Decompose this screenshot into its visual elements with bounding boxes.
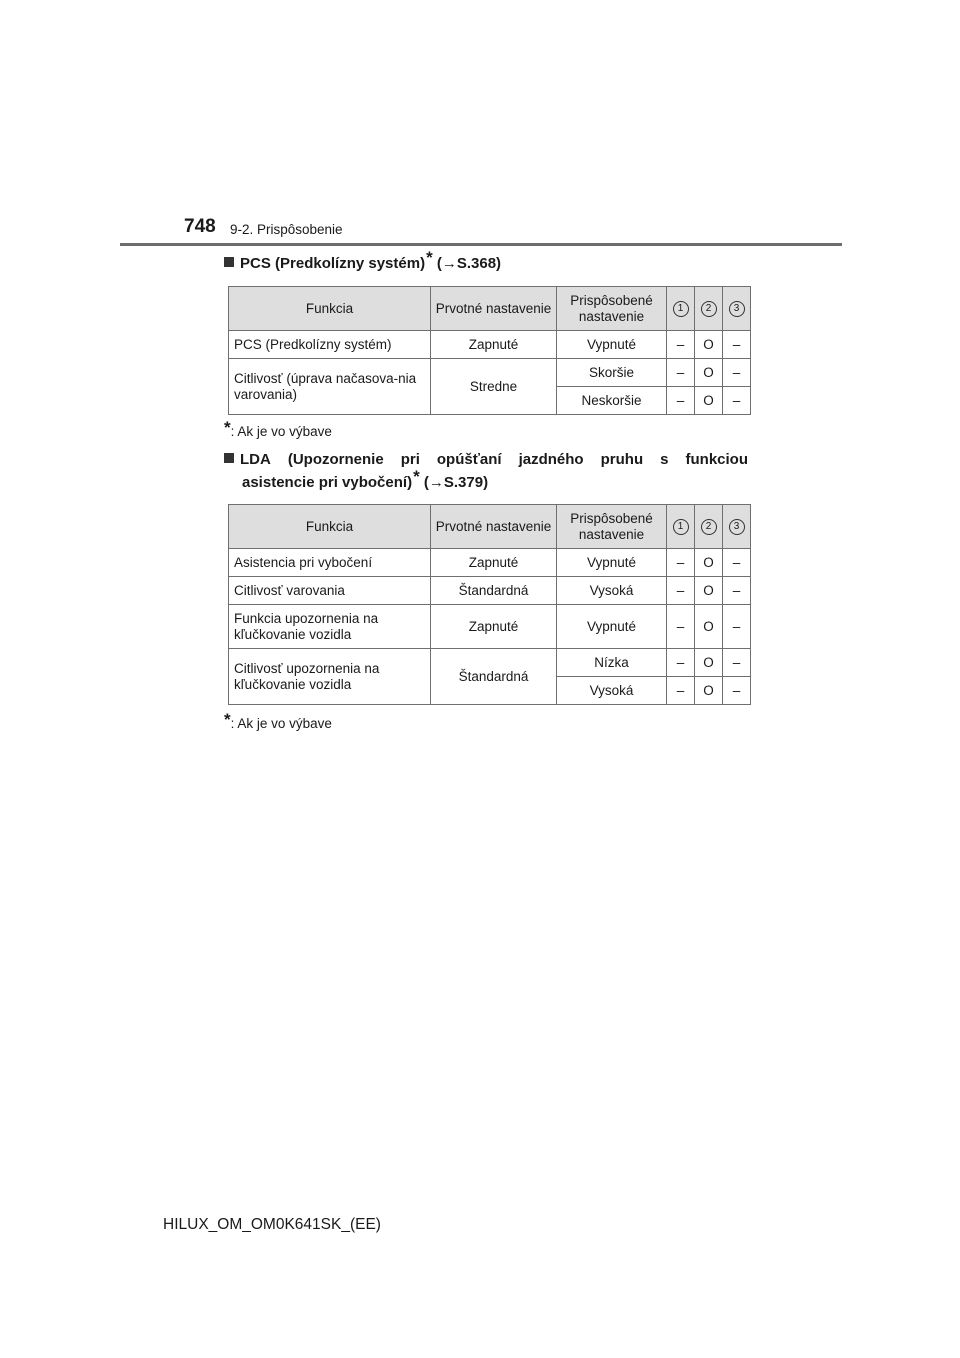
lda-heading-line1	[224, 449, 748, 471]
document-code: HILUX_OM_OM0K641SK_(EE)	[163, 1216, 381, 1233]
cell-prvotne: Štandardná	[431, 577, 557, 605]
asterisk-icon: *	[224, 418, 231, 437]
cell-col3: –	[723, 549, 751, 577]
cell-col3: –	[723, 605, 751, 649]
cell-col2: O	[695, 605, 723, 649]
cell-col2: O	[695, 677, 723, 705]
cell-prvotne: Zapnuté	[431, 331, 557, 359]
cell-funkcia: Citlivosť (úprava načasova-nia varovania)	[229, 359, 431, 415]
cell-col3: –	[723, 359, 751, 387]
table-row	[229, 649, 751, 677]
cell-prisposobene: Neskoršie	[557, 387, 667, 415]
column-header: Prvotné nastavenie	[431, 505, 557, 549]
cell-prisposobene: Nízka	[557, 649, 667, 677]
cell-funkcia: Funkcia upozornenia na kľučkovanie vozidla	[229, 605, 431, 649]
cell-col1: –	[667, 649, 695, 677]
section-title: 9-2. Prispôsobenie	[230, 222, 343, 237]
cell-prisposobene: Skoršie	[557, 359, 667, 387]
column-header	[723, 505, 751, 549]
table-row	[229, 331, 751, 359]
pcs-heading-text: PCS (Predkolízny systém)	[240, 255, 426, 272]
cell-col1: –	[667, 359, 695, 387]
circled-number: 1	[673, 519, 689, 535]
cell-col1: –	[667, 549, 695, 577]
cell-col3: –	[723, 649, 751, 677]
cell-col3: –	[723, 577, 751, 605]
cell-col2: O	[695, 359, 723, 387]
column-header	[667, 505, 695, 549]
asterisk-icon: *	[426, 248, 433, 267]
table-row	[229, 577, 751, 605]
cell-prvotne: Štandardná	[431, 649, 557, 705]
cell-col3: –	[723, 677, 751, 705]
heading-word: s	[660, 451, 669, 468]
heading-word: funkciou	[685, 451, 748, 468]
cell-prisposobene: Vysoká	[557, 677, 667, 705]
asterisk-icon: *	[224, 710, 231, 729]
cell-funkcia: Asistencia pri vybočení	[229, 549, 431, 577]
lda-heading	[224, 449, 748, 494]
table-row	[229, 605, 751, 649]
cell-col3: –	[723, 387, 751, 415]
cell-prvotne: Stredne	[431, 359, 557, 415]
circled-number: 1	[673, 301, 689, 317]
table-header-row	[229, 287, 751, 331]
column-header: Funkcia	[229, 505, 431, 549]
cell-col1: –	[667, 331, 695, 359]
cell-funkcia: Citlivosť varovania	[229, 577, 431, 605]
cell-col2: O	[695, 549, 723, 577]
cell-col2: O	[695, 331, 723, 359]
table-row	[229, 549, 751, 577]
cell-col1: –	[667, 387, 695, 415]
bullet-square-icon	[224, 453, 234, 463]
table-header-row	[229, 505, 751, 549]
column-header: Prispôsobené nastavenie	[557, 505, 667, 549]
page-number: 748	[184, 216, 216, 237]
cell-prvotne: Zapnuté	[431, 605, 557, 649]
cell-col3: –	[723, 331, 751, 359]
cell-col1: –	[667, 605, 695, 649]
asterisk-icon: *	[413, 467, 420, 486]
cell-col2: O	[695, 577, 723, 605]
lda-table	[228, 504, 751, 705]
lda-footnote	[224, 710, 332, 733]
lda-heading-text: asistencie pri vybočení)	[242, 474, 413, 491]
pcs-ref-link[interactable]: (→S.368)	[436, 255, 502, 272]
column-header	[695, 287, 723, 331]
cell-col2: O	[695, 649, 723, 677]
cell-col2: O	[695, 387, 723, 415]
cell-col1: –	[667, 577, 695, 605]
heading-word: pri	[400, 451, 420, 468]
header-rule	[120, 243, 842, 246]
footnote-text: : Ak je vo výbave	[230, 716, 332, 731]
cell-col1: –	[667, 677, 695, 705]
heading-word: pruhu	[600, 451, 644, 468]
pcs-heading	[224, 248, 502, 275]
cell-prvotne: Zapnuté	[431, 549, 557, 577]
bullet-square-icon	[224, 257, 234, 267]
lda-heading-line2	[224, 467, 748, 494]
circled-number: 2	[701, 301, 717, 317]
heading-word: (Upozornenie	[287, 451, 384, 468]
circled-number: 3	[729, 301, 745, 317]
cell-prisposobene: Vysoká	[557, 577, 667, 605]
heading-word-group	[224, 449, 271, 471]
cell-prisposobene: Vypnuté	[557, 605, 667, 649]
column-header	[667, 287, 695, 331]
cell-funkcia: Citlivosť upozornenia na kľučkovanie vozidla	[229, 649, 431, 705]
cell-prisposobene: Vypnuté	[557, 331, 667, 359]
heading-word: jazdného	[518, 451, 584, 468]
footnote-text: : Ak je vo výbave	[230, 424, 332, 439]
heading-word: opúšťaní	[436, 451, 502, 468]
column-header: Funkcia	[229, 287, 431, 331]
heading-word: LDA	[240, 451, 271, 468]
lda-ref-link[interactable]: (→S.379)	[423, 474, 489, 491]
table-row	[229, 359, 751, 387]
pcs-table	[228, 286, 751, 415]
column-header	[695, 505, 723, 549]
column-header	[723, 287, 751, 331]
column-header: Prispôsobené nastavenie	[557, 287, 667, 331]
circled-number: 2	[701, 519, 717, 535]
column-header: Prvotné nastavenie	[431, 287, 557, 331]
cell-funkcia: PCS (Predkolízny systém)	[229, 331, 431, 359]
pcs-footnote	[224, 418, 332, 441]
cell-prisposobene: Vypnuté	[557, 549, 667, 577]
circled-number: 3	[729, 519, 745, 535]
